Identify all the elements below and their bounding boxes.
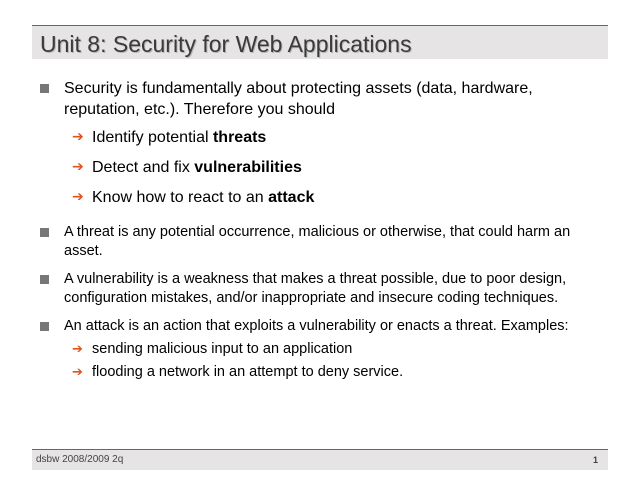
page-number: 1 xyxy=(592,455,598,465)
sub-bullet-text: flooding a network in an attempt to deny service. xyxy=(92,364,404,380)
right-arrow-icon: ➔ xyxy=(72,129,84,145)
sub-bullet-item xyxy=(40,187,600,208)
bullet-item xyxy=(40,270,600,308)
square-bullet-icon xyxy=(40,228,49,237)
slide-title: Unit 8: Security for Web Applications xyxy=(40,31,412,57)
bullet-item xyxy=(40,223,600,261)
sub-bullet-keyword: attack xyxy=(268,189,315,206)
right-arrow-icon: ➔ xyxy=(72,365,83,380)
sub-bullet-keyword: threats xyxy=(212,129,267,146)
sub-bullet-keyword: vulnerabilities xyxy=(194,159,302,176)
bullet-item xyxy=(40,317,600,336)
slide-content xyxy=(40,78,600,382)
sub-bullet-text: Identify potential xyxy=(92,129,213,146)
bullet-text: A threat is any potential occurrence, malicious or otherwise, that could harm an asset. xyxy=(64,224,571,259)
bullet-text: Security is fundamentally about protecting assets (data, hardware, reputation, etc.). Therefore you should xyxy=(64,80,533,118)
right-arrow-icon: ➔ xyxy=(72,342,83,357)
square-bullet-icon xyxy=(40,322,49,331)
sub-bullet-text: Detect and fix xyxy=(92,159,195,176)
bullet-item xyxy=(40,78,600,120)
bullet-text: An attack is an action that exploits a vulnerability or enacts a threat. Examples: xyxy=(64,318,569,334)
footer-course-label: dsbw 2008/2009 2q xyxy=(36,454,124,465)
sub-bullet-text: sending malicious input to an application xyxy=(92,341,353,357)
square-bullet-icon xyxy=(40,84,49,93)
bullet-text: A vulnerability is a weakness that makes a threat possible, due to poor design, configuration mistakes, and/or inappropriate and insecure coding techniques. xyxy=(64,271,567,306)
sub-bullet-item xyxy=(40,363,600,382)
footer-bar xyxy=(32,450,608,470)
sub-bullet-item xyxy=(40,127,600,148)
square-bullet-icon xyxy=(40,275,49,284)
right-arrow-icon: ➔ xyxy=(72,189,84,205)
sub-bullet-text: Know how to react to an xyxy=(92,189,269,206)
sub-bullet-item xyxy=(40,340,600,359)
right-arrow-icon: ➔ xyxy=(72,159,84,175)
sub-bullet-item xyxy=(40,157,600,178)
title-bar xyxy=(32,25,608,59)
